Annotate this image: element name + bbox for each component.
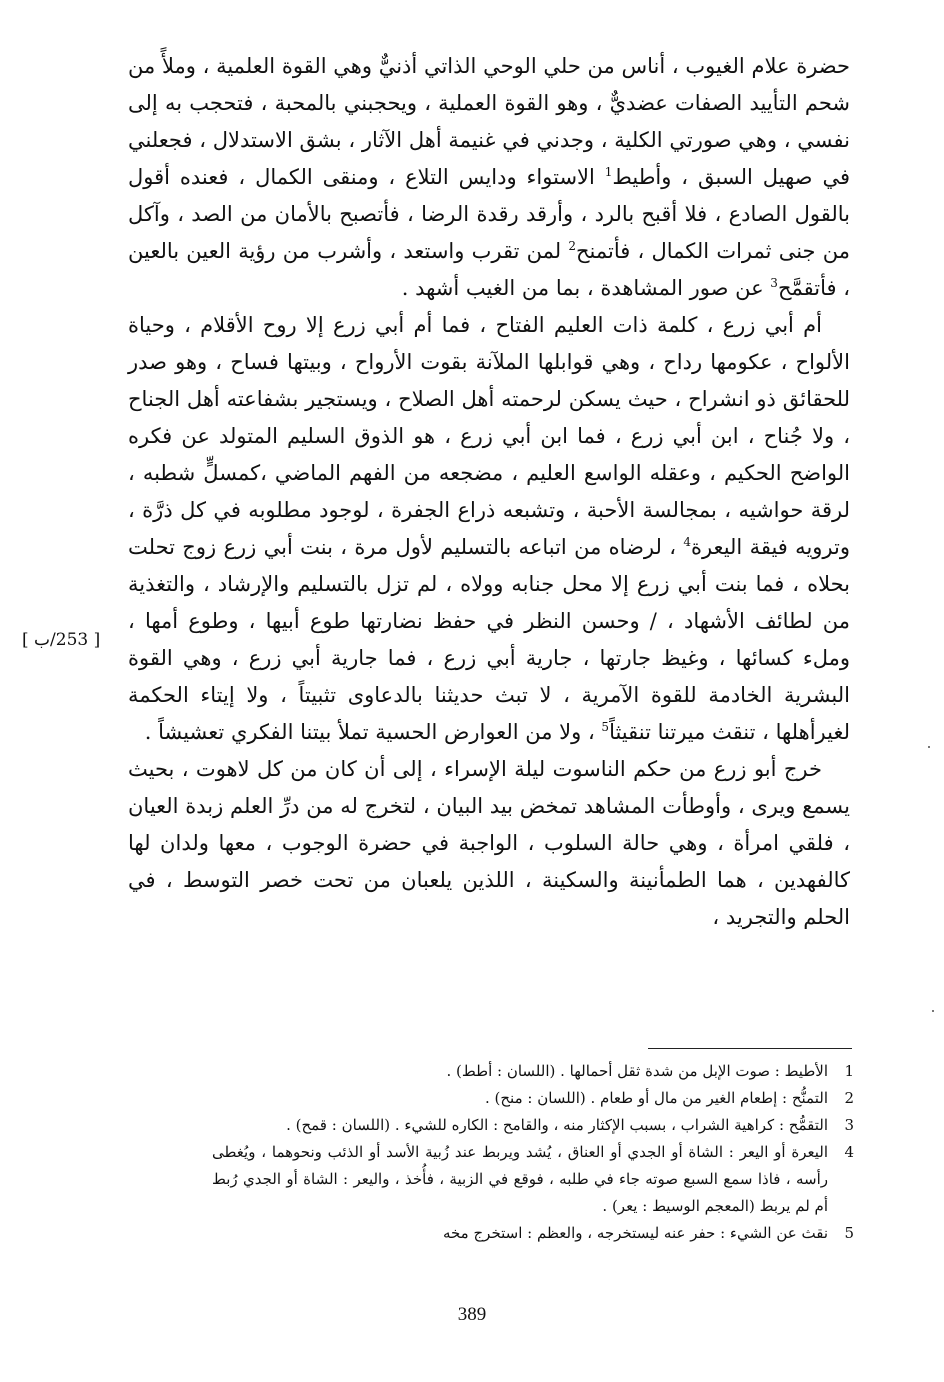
- footnote-1: [212, 1058, 854, 1085]
- footnote-number: 1: [844, 1062, 854, 1080]
- footnote-number: 4: [844, 1143, 854, 1161]
- footnote-number: 3: [844, 1116, 854, 1134]
- footnote-ref-4[interactable]: 4: [683, 535, 691, 549]
- footnote-ref-1[interactable]: 1: [604, 165, 613, 179]
- footnote-number: 2: [844, 1089, 854, 1107]
- main-text: [128, 48, 850, 936]
- footnote-2: [212, 1085, 854, 1112]
- footnote-ref-5[interactable]: 5: [601, 720, 610, 734]
- footnote-5: [212, 1220, 854, 1247]
- page-number: 389: [457, 1304, 487, 1325]
- scan-speck: [928, 746, 930, 748]
- paragraph-2: أم أبي زرع ، كلمة ذات العليم الفتاح ، فما أم أبي زرع إلا روح الأقلام ، وحياة الألواح ، عكومها رداح ، وهي قوابلها الملآنة بقوت الأرواح ، وبيتها فساح ، وهو صدر للحقائق ذو انشراح ، حيث يسكن لرحمته أهل الصلاح ، ويستجير بشفاعته أهل الجناح ، ولا جُناح ، ابن أبي زرع ، فما ابن أبي زرع ، هو الذوق السليم المتولد عن فكره الواضح الحكيم ، وعقله الواسع العليم ، مضجعه من الفهم الماضي ،كمسلٍّ شطبه ، لرقة حواشيه ، بمجالسة الأحبة ، وتشبعه ذراع الجفرة ، لوجود مطلوبه في كل ذرَّة ، وترويه فيقة اليعرة$^4$ ، لرضاه من اتباعه بالتسليم لأول مرة ، بنت أبي زرع زوج تحلت بحلاه ، فما بنت أبي زرع إلا محل جنابه وولاه ، لم تزل بالتسليم والإرشاد ، والتغذية من لطائف الأشهاد ، / وحسن النظر في حفظ نضارتها طوع أبيها ، وطوع أمها ، وملء كسائها ، وغيظ جارتها ، جارية أبي زرع ، فما جارية أبي زرع ، وهي القوة البشرية الخادمة للقوة الآمرية ، لا تبث حديثنا بالدعاوى تثبيتاً ، ولا إيتاء الحكمة لغيرأهلها ، تنقث ميرتنا تنقيثاً$^5$ ، ولا من العوارض الحسية تملأ بيتنا الفكري تعشيشاً .: [128, 313, 850, 744]
- footnote-text: التمنُّح : إطعام الغير من مال أو طعام . (اللسان : منح) .: [484, 1089, 828, 1107]
- paragraph-3: خرج أبو زرع من حكم الناسوت ليلة الإسراء ، إلى أن كان من كل لاهوت ، بحيث يسمع ويرى ، وأوطأت المشاهد تمخض بيد البيان ، لتخرج له من درِّ العلم زبدة العيان ، فلقي امرأة ، وهي حالة السلوب ، الواجبة في حضرة الوجوب ، معها ولدان لها كالفهدين ، هما الطمأنينة والسكينة ، اللذين يلعبان من تحت خصر التوسط ، في الحلم والتجريد ،: [128, 757, 850, 929]
- footnote-ref-2[interactable]: 2: [568, 239, 576, 253]
- footnotes: [212, 1058, 854, 1247]
- footnote-text: التقمُّح : كراهية الشراب ، بسبب الإكثار منه ، والقامح : الكاره للشيء . (اللسان : قمح) .: [286, 1116, 828, 1134]
- scan-speck: [932, 1010, 934, 1012]
- paragraph-1: حضرة علام الغيوب ، أناس من حلي الوحي الذاتي أذنيٌّ وهي القوة العلمية ، وملأً من شحم التأييد الصفات عضديٌّ ، وهو القوة العملية ، ويحجبني بالمحبة ، فتحجب به إلى نفسي ، وهي صورتي الكلية ، وجدني في غنيمة أهل الآثار ، بشق الاستدلال ، فجعلني في صهيل السبق ، وأطيط$^1$ الاستواء ودايس التلاع ، ومنقى الكمال ، فعنده أقول بالقول الصادع ، فلا أقبح بالرد ، وأرقد رقدة الرضا ، فأتصبح بالأمان من الصد ، وآكل من جنى ثمرات الكمال ، فأتمنح$^2$ لمن تقرب واستعد ، وأشرب من رؤية العين بالعين ، فأتقمَّح$^3$ عن صور المشاهدة ، بما من الغيب أشهد .: [128, 54, 850, 300]
- footnote-ref-3[interactable]: 3: [770, 276, 778, 290]
- footnote-separator: [648, 1048, 852, 1049]
- footnote-text: اليعرة أو اليعر : الشاة أو الجدي أو العناق ، يُشد ويربط عند زُبية الأسد أو الذئب ونحوهما ، ويُغطى رأسه ، فاذا سمع السبع صوته جاء في طلبه ، فوقع في الزبية ، فأُخذ ، واليعر : الشاة أو الجدي رُبط أم لم يربط (المعجم الوسيط : يعر) .: [212, 1143, 828, 1215]
- footnote-text: الأطيط : صوت الإبل من شدة ثقل أحمالها . (اللسان : أطط) .: [446, 1062, 828, 1080]
- footnote-text: نقث عن الشيء : حفر عنه ليستخرجه ، والعظم : استخرج مخه: [442, 1224, 828, 1242]
- footnote-number: 5: [844, 1224, 854, 1242]
- manuscript-folio-marker: [ 253/ب ]: [22, 630, 101, 650]
- footnote-4: [212, 1139, 854, 1220]
- footnote-3: [212, 1112, 854, 1139]
